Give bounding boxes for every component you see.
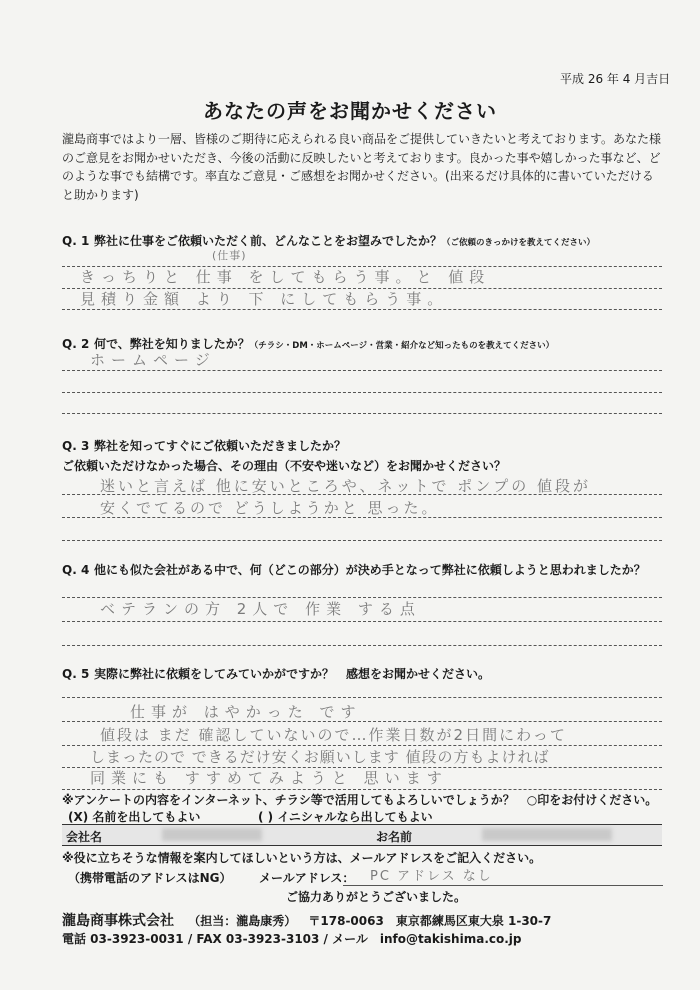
question-3-followup: ご依頼いただけなかった場合、その理由（不安や迷いなど）をお聞かせください？: [62, 459, 507, 473]
question-number: Q. 5: [62, 667, 90, 681]
question-text: 実際に弊社に依頼をしてみていかがですか？ 感想をお聞かせください。: [94, 667, 491, 681]
answer-5-line-4: 同業にも すすめてみようと 思います: [90, 769, 448, 787]
question-hint: （ご依頼のきっかけを教えてください）: [442, 238, 596, 248]
company-redacted: [162, 828, 262, 841]
answer-line: [62, 721, 662, 722]
company-label: 会社名: [66, 830, 103, 844]
consent-checkmark: ( ): [258, 810, 274, 824]
answer-line: [62, 621, 662, 622]
email-underline: [343, 885, 663, 886]
answer-line: [62, 392, 662, 393]
email-note: ※役に立ちそうな情報を案内してほしいという方は、メールアドレスをご記入ください。: [62, 851, 542, 865]
answer-5-line-3: しまったので できるだけ安くお願いします 値段の方もよければ: [90, 748, 550, 766]
answer-line: [62, 645, 662, 646]
consent-option-name[interactable]: [68, 808, 200, 825]
intro-text: 瀧島商事ではより一層、皆様のご期待に応えられる良い商品をご提供していきたいと考えております。あなた様のご意見をお聞かせいただき、今後の活動に反映したいと考えております。良かった事や嬉しかった事など、どのような事でも結構です。率直なご意見・ご感想をお聞かせください。(出来るだけ具体的に書いていただけると助かります): [62, 132, 662, 202]
answer-line: [62, 370, 662, 371]
question-text: 弊社を知ってすぐにご依頼いただきましたか？: [94, 439, 347, 453]
document-date: 平成 26 年 4 月吉日: [560, 72, 671, 86]
answer-line: [62, 517, 662, 518]
answer-3-line-2: 安くでてるので どうしようかと 思った。: [100, 499, 440, 517]
answer-line: [62, 697, 662, 698]
answer-2-line-1: ホームページ: [90, 351, 216, 369]
question-4: [62, 561, 646, 578]
mobile-note: （携帯電話のアドレスはNG）: [68, 871, 232, 885]
answer-line: [62, 494, 662, 495]
question-number: Q. 3: [62, 439, 90, 453]
answer-1-line-2: 見積り金額 より 下 にしてもらう事。: [80, 290, 449, 308]
answer-3-line-1: 迷いと言えば 他に安いところや、ネットで ポンプの 値段が: [100, 477, 592, 495]
company-name: 瀧島商事株式会社: [62, 913, 174, 929]
footer-company-line: [62, 910, 551, 930]
contact-person: （担当：瀧島康秀）: [188, 914, 297, 928]
question-text: 弊社に仕事をご依頼いただく前、どんなことをお望みでしたか？: [94, 234, 443, 248]
thanks-text: ご協力ありがとうございました。: [286, 890, 467, 904]
answer-note: (仕事): [212, 249, 247, 262]
question-hint: （チラシ・DM・ホームページ・営業・紹介など知ったものを教えてください）: [249, 341, 555, 351]
question-number: Q. 2: [62, 337, 90, 351]
answer-4-line-1: ベテランの方 2人で 作業 する点: [100, 600, 421, 618]
question-5: [62, 665, 490, 682]
question-3: [62, 437, 346, 454]
answer-line: [62, 413, 662, 414]
name-label: お名前: [376, 830, 413, 844]
question-1: [62, 232, 595, 249]
question-number: Q. 1: [62, 234, 90, 248]
answer-1-line-1: きっちりと 仕事 をしてもらう事。と 値段: [80, 268, 491, 286]
answer-5-line-1: 仕事が はやかった です: [130, 703, 362, 721]
answer-line: [62, 309, 662, 310]
question-text: 何で、弊社を知りましたか？: [94, 337, 250, 351]
answer-line: [62, 540, 662, 541]
answer-line: [62, 789, 662, 790]
page-title: あなたの声をお聞かせください: [203, 99, 497, 123]
consent-option-label: イニシャルなら出してもよい: [277, 810, 433, 824]
consent-option-label: 名前を出してもよい: [92, 810, 201, 824]
answer-5-line-2: 値段は まだ 確認していないので…作業日数が2日間にわって: [100, 726, 567, 744]
email-label: メールアドレス：: [259, 871, 355, 885]
company-address: 〒178-0063 東京都練馬区東大泉 1-30-7: [308, 914, 552, 928]
consent-option-initials[interactable]: [258, 808, 433, 825]
email-value: PC アドレス なし: [370, 869, 493, 884]
question-text: 他にも似た会社がある中で、何（どこの部分）が決め手となって弊社に依頼しようと思われましたか？: [94, 563, 646, 577]
footer-contact-line: 電話 03-3923-0031 / FAX 03-3923-3103 / メール info@takishima.co.jp: [62, 932, 522, 946]
consent-checkmark: (X): [68, 810, 89, 824]
consent-question: ※アンケートの内容をインターネット、チラシ等で活用してもよろしいでしょうか？ ○印をお付けください。: [62, 793, 658, 807]
respondent-row: [62, 824, 662, 846]
question-number: Q. 4: [62, 563, 90, 577]
name-redacted: [482, 828, 612, 841]
